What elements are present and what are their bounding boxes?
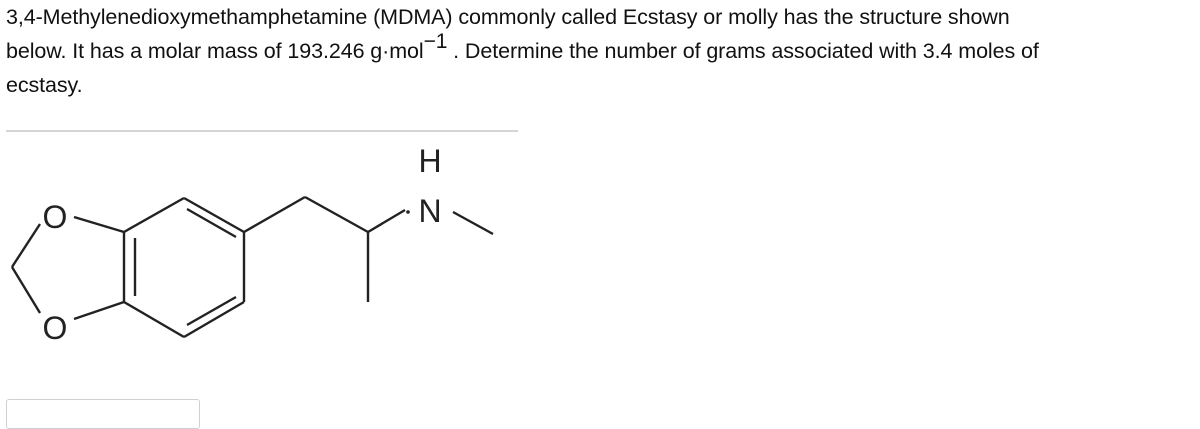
ring-to-oxygen-bottom-bond (74, 302, 124, 319)
ch-to-nitrogen-bond (368, 210, 405, 232)
oxygen-label-bottom: O (42, 310, 68, 346)
oxygen-top-to-methylene-bond (12, 224, 40, 267)
question-text (6, 0, 1196, 102)
question-line-3: ecstasy. (6, 73, 83, 97)
nitrogen-to-methyl-bond (453, 212, 493, 234)
structure-atom-labels (43, 143, 442, 346)
question-line-2-start: below. It has a molar mass of 193.246 g·mol (6, 39, 424, 63)
question-line-1: 3,4-Methylenedioxymethamphetamine (MDMA) commonly called Ecstasy or molly has the structure shown (6, 5, 1010, 29)
ring-bond-bottom-left (124, 302, 184, 337)
ch2-to-ch-bond (305, 197, 368, 232)
molar-mass-exponent: −1 (423, 29, 448, 53)
nitrogen-label: N (418, 193, 442, 229)
ring-bond-bottom-right (184, 302, 244, 337)
hydrogen-label: H (418, 143, 442, 179)
ring-to-ch2-bond (244, 197, 305, 232)
question-line-2 (6, 29, 1196, 68)
ring-bond-top-left (124, 198, 184, 232)
nitrogen-bond-dot (406, 210, 410, 214)
methylene-to-oxygen-bottom-bond (12, 267, 40, 313)
mdma-structure-diagram (0, 130, 520, 395)
oxygen-label-top: O (42, 199, 68, 235)
question-line-2-end: . Determine the number of grams associated with 3.4 moles of (447, 39, 1039, 63)
answer-input[interactable] (6, 399, 200, 429)
ring-to-oxygen-top-bond (74, 217, 124, 232)
ring-bond-top-right (184, 198, 244, 232)
